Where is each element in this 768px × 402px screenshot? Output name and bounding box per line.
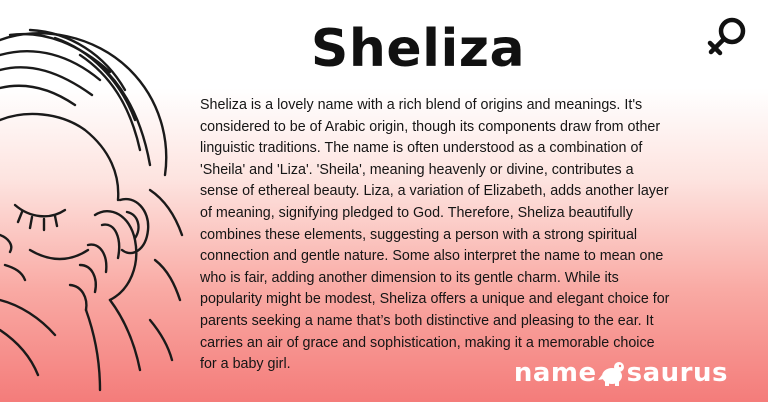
- name-description: Sheliza is a lovely name with a rich blend of origins and meanings. It's considered to be of Arabic origin, though its components draw from other linguistic traditions. The name is often understood as a combination of 'Sheila' and 'Liza'. 'Sheila', meaning heavenly or divine, contributes a sense of ethereal beauty. Liza, a variation of Elizabeth, adds another layer of meaning, signifying pledged to God. Therefore, Sheliza beautifully combines these elements, suggesting a person with a strong spiritual connection and gentle nature. Some also interpret the name to mean one who is fair, adding another dimension to its gentle charm. While its popularity might be modest, Sheliza offers a unique and elegant choice for parents seeking a name that’s both distinctive and pleasing to the ear. It carries an air of grace and sophistication, making it a memorable choice for a baby girl.: [200, 97, 670, 373]
- logo-text-part1: name: [513, 358, 597, 388]
- dinosaur-icon: [598, 360, 626, 386]
- logo-text-part2: saurus: [626, 358, 728, 388]
- female-symbol-icon: [706, 14, 750, 62]
- baby-name-title: Sheliza: [310, 19, 526, 79]
- sleeping-baby-illustration: [0, 0, 200, 402]
- namesaurus-logo[interactable]: [514, 358, 728, 388]
